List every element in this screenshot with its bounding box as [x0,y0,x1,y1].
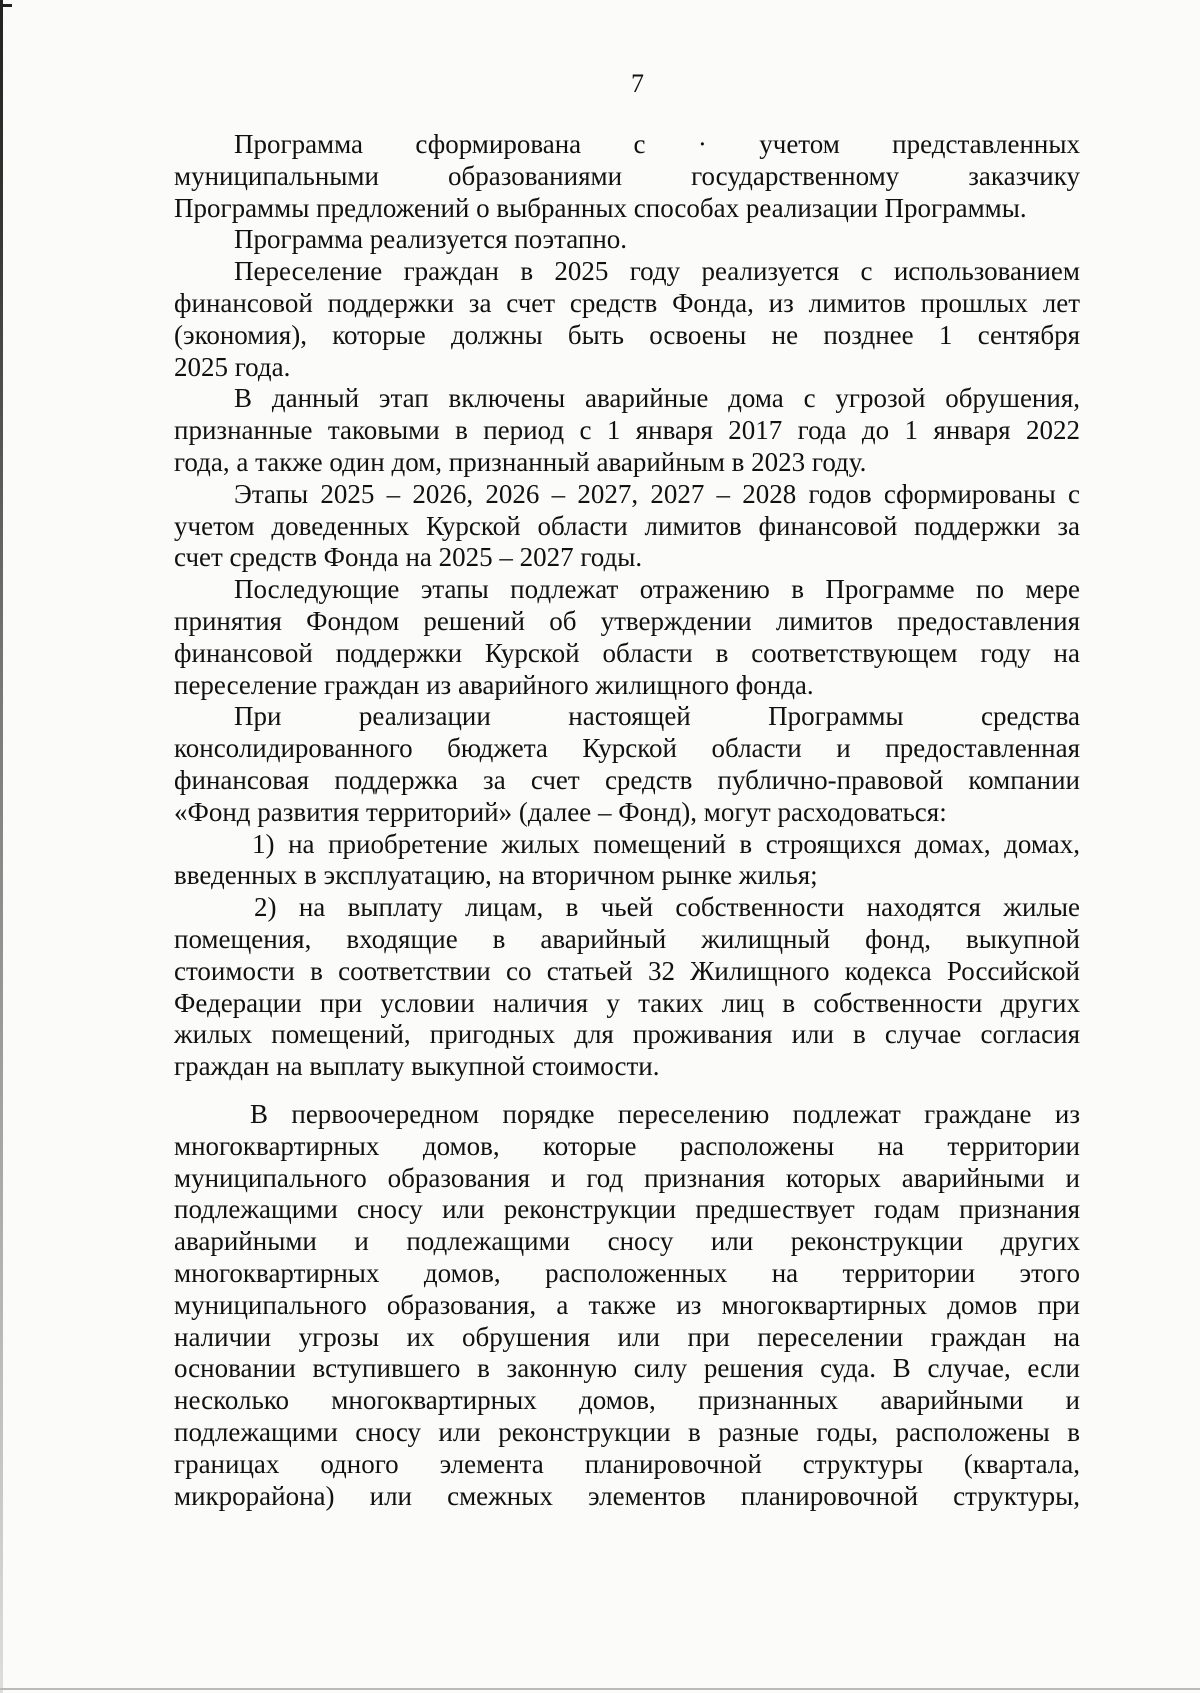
text-line: (экономия), которые должны быть освоены не позднее 1 сентября [174,319,1080,350]
text-line: многоквартирных домов, расположенных на территории этого [174,1257,1080,1288]
text-line: жилых помещений, пригодных для проживания или в случае согласия [174,1019,1080,1050]
text-line: несколько многоквартирных домов, признанных аварийными и [174,1385,1080,1416]
paragraph [174,479,1080,574]
document-body-continued [174,1099,1080,1512]
text-line: переселение граждан из аварийного жилищного фонда. [174,669,814,700]
text-line: границах одного элемента планировочной структуры (квартала, [174,1448,1080,1479]
text-line: подлежащими сносу или реконструкции предшествует годам признания [174,1194,1080,1225]
text-line: стоимости в соответствии со статьей 32 Жилищного кодекса Российской [174,955,1080,986]
text-line: финансовой поддержки Курской области в соответствующем году на [174,637,1080,668]
text-line: подлежащими сносу или реконструкции в разные годы, расположены в [174,1416,1080,1447]
text-line: муниципальными образованиями государственному заказчику [174,160,1080,191]
text-line: Этапы 2025 – 2026, 2026 – 2027, 2027 – 2028 годов сформированы с [234,478,1080,509]
paragraph [174,383,1080,478]
text-line: признанные таковыми в период с 1 января 2017 года до 1 января 2022 [174,415,1080,446]
text-line: финансовая поддержка за счет средств публично-правовой компании [174,764,1080,795]
text-line: введенных в эксплуатацию, на вторичном рынке жилья; [174,860,818,891]
text-line: Программа сформирована с · учетом представленных [234,129,1080,159]
text-line: муниципального образования и год признания которых аварийными и [174,1162,1080,1193]
text-line: основании вступившего в законную силу решения суда. В случае, если [174,1353,1080,1384]
paragraph [174,829,1080,893]
paragraph [174,256,1080,383]
text-line: наличии угрозы их обрушения или при переселении граждан на [174,1321,1080,1352]
text-line: года, а также один дом, признанный аварийным в 2023 году. [174,446,867,477]
scan-edge-left [0,0,3,1693]
text-line: многоквартирных домов, которые расположены на территории [174,1130,1080,1161]
text-line: В данный этап включены аварийные дома с угрозой обрушения, [234,383,1080,414]
document-body [174,129,1080,1083]
paragraph [174,224,1080,256]
text-line: помещения, входящие в аварийный жилищный фонд, выкупной [174,923,1080,954]
text-line: учетом доведенных Курской области лимитов финансовой поддержки за [174,510,1080,541]
text-line: 1) на приобретение жилых помещений в строящихся домах, домах, [252,828,1080,859]
text-line: Последующие этапы подлежат отражению в Программе по мере [234,574,1080,605]
text-line: принятия Фондом решений об утверждении лимитов предоставления [174,605,1080,636]
text-line: 2025 года. [174,351,291,382]
text-line: «Фонд развития территорий» (далее – Фонд), могут расходоваться: [174,796,947,827]
text-line: микрорайона) или смежных элементов планировочной структуры, [174,1480,1080,1511]
scan-edge-mark [3,4,12,7]
text-line: счет средств Фонда на 2025 – 2027 годы. [174,542,643,573]
page-number: 7 [631,69,644,98]
text-line: Федерации при условии наличия у таких лиц в собственности других [174,987,1080,1018]
text-line: Переселение граждан в 2025 году реализуется с использованием [234,256,1080,287]
paragraph [174,129,1080,224]
paragraph [174,1099,1080,1512]
text-line: финансовой поддержки за счет средств Фонда, из лимитов прошлых лет [174,287,1080,318]
scan-edge-bottom [0,1688,1200,1690]
text-line: Программы предложений о выбранных способах реализации Программы. [174,192,1027,223]
text-line: При реализации настоящей Программы средства [234,701,1080,732]
text-line: 2) на выплату лицам, в чьей собственности находятся жилые [254,892,1080,923]
paragraph [174,892,1080,1083]
text-line: консолидированного бюджета Курской области и предоставленная [174,733,1080,764]
paragraph [174,701,1080,828]
text-line: граждан на выплату выкупной стоимости. [174,1051,660,1082]
text-line: В первоочередном порядке переселению подлежат граждане из [250,1099,1080,1129]
text-line: муниципального образования, а также из многоквартирных домов при [174,1289,1080,1320]
text-line: аварийными и подлежащими сносу или реконструкции других [174,1226,1080,1257]
paragraph [174,574,1080,701]
text-line: Программа реализуется поэтапно. [234,224,628,255]
